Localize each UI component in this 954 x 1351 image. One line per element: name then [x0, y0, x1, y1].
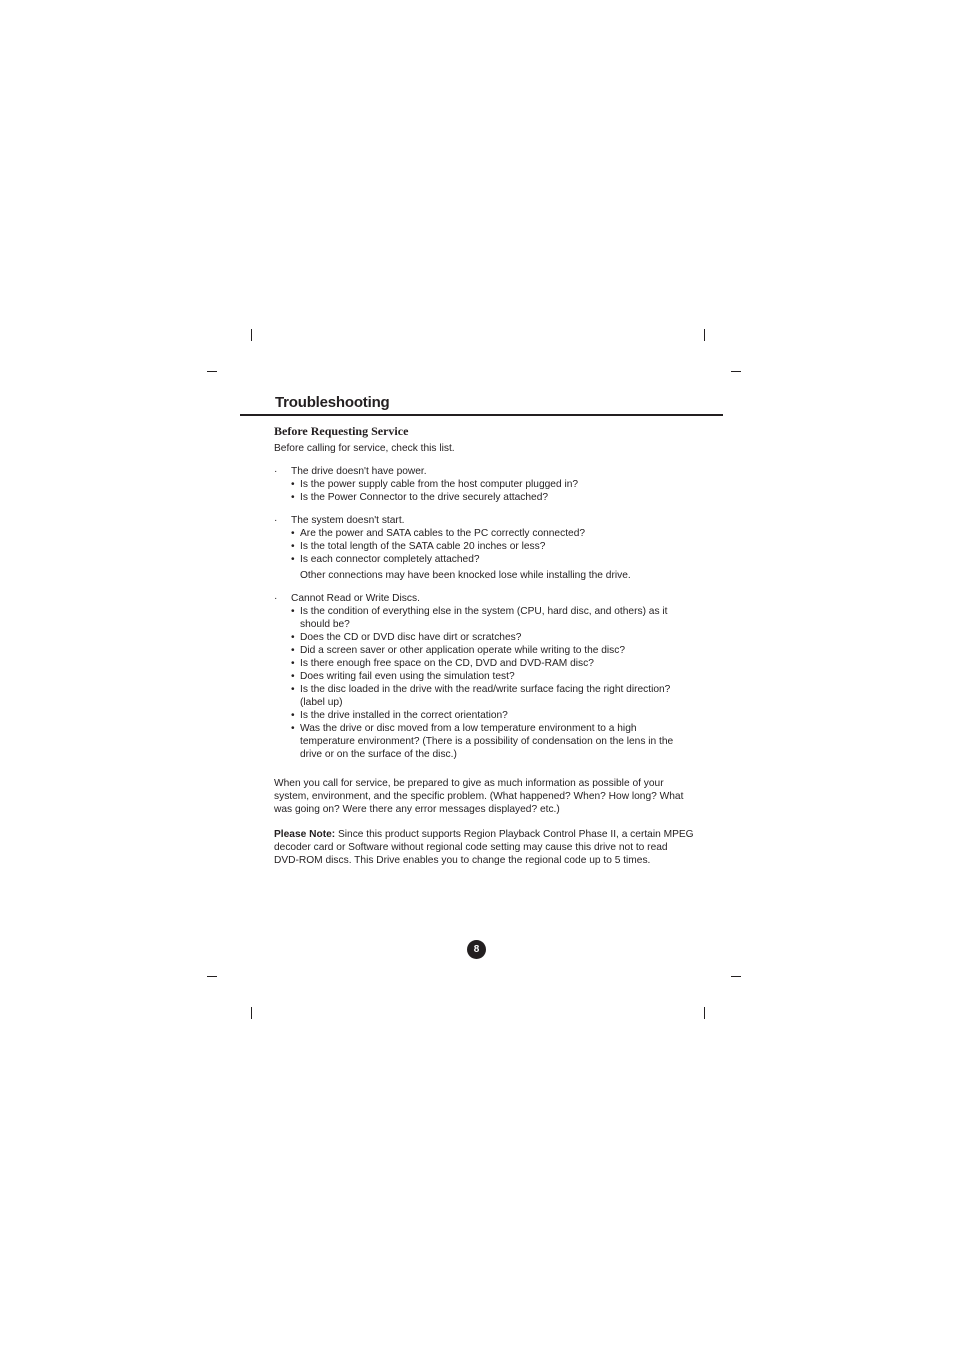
- list-item-text: Are the power and SATA cables to the PC correctly connected?: [300, 528, 586, 539]
- group-note: Other connections may have been knocked lose while installing the drive.: [300, 570, 631, 581]
- bullet-icon: •: [291, 554, 295, 565]
- crop-mark-bottom-right-h: [731, 976, 741, 977]
- list-item: [291, 670, 694, 683]
- group-items: [274, 527, 694, 566]
- page-title: Troubleshooting: [275, 394, 390, 411]
- list-item: [291, 657, 694, 670]
- bullet-icon: •: [291, 723, 295, 734]
- list-item-text: Is the condition of everything else in the system (CPU, hard disc, and others) as it should be?: [300, 606, 668, 630]
- list-item-text: Is the drive installed in the correct orientation?: [300, 710, 508, 721]
- bullet-icon: •: [291, 658, 295, 669]
- bullet-icon: •: [291, 541, 295, 552]
- list-item: [291, 709, 694, 722]
- list-item: [291, 478, 694, 491]
- please-note-text: Since this product supports Region Playback Control Phase II, a certain MPEG decoder card or Software without regional code setting may cause this drive not to read DVD-ROM discs. This Drive enables you to change the regional code up to 5 times.: [274, 829, 694, 866]
- list-item: [291, 605, 694, 631]
- group-marker: ·: [274, 515, 278, 526]
- list-item-text: Is there enough free space on the CD, DVD and DVD-RAM disc?: [300, 658, 594, 669]
- group-marker: ·: [274, 466, 278, 477]
- page-number-badge: 8: [467, 940, 486, 959]
- group-heading: [274, 592, 694, 605]
- troubleshooting-list: [274, 465, 694, 761]
- list-item-text: Does the CD or DVD disc have dirt or scratches?: [300, 632, 522, 643]
- group-heading: [274, 465, 694, 478]
- list-item-text: Is the Power Connector to the drive securely attached?: [300, 492, 549, 503]
- service-paragraph: When you call for service, be prepared to give as much information as possible of your system, environment, and the specific problem. (What happened? When? How long? What was going on? Were there any error messages displayed? etc.): [274, 778, 684, 815]
- group-items: [274, 605, 694, 761]
- troubleshooting-group: [274, 465, 694, 504]
- list-item-text: Is each connector completely attached?: [300, 554, 480, 565]
- group-items: [274, 478, 694, 504]
- list-item-text: Is the disc loaded in the drive with the read/write surface facing the right direction? (label up): [300, 684, 671, 708]
- title-rule: [240, 414, 723, 416]
- list-item: [291, 683, 694, 709]
- bullet-icon: •: [291, 671, 295, 682]
- list-item-text: Was the drive or disc moved from a low temperature environment to a high temperature environment? (There is a possibility of condensation on the lens in the drive or on the surface of the disc.): [300, 723, 674, 760]
- bullet-icon: •: [291, 606, 295, 617]
- list-item: [291, 527, 694, 540]
- page-content: [274, 421, 694, 867]
- bullet-icon: •: [291, 710, 295, 721]
- section-intro: Before calling for service, check this list.: [274, 443, 455, 454]
- list-item: [291, 722, 694, 761]
- crop-mark-bottom-left-v: [251, 1007, 252, 1019]
- please-note-label: Please Note:: [274, 829, 336, 840]
- bullet-icon: •: [291, 528, 295, 539]
- list-item-text: Is the power supply cable from the host computer plugged in?: [300, 479, 579, 490]
- crop-mark-top-right-h: [731, 371, 741, 372]
- troubleshooting-group: [274, 592, 694, 761]
- crop-mark-top-left-v: [251, 329, 252, 341]
- list-item: [291, 540, 694, 553]
- group-heading-text: The drive doesn't have power.: [291, 466, 427, 477]
- list-item: [291, 631, 694, 644]
- bullet-icon: •: [291, 684, 295, 695]
- list-item-text: Is the total length of the SATA cable 20 inches or less?: [300, 541, 546, 552]
- group-marker: ·: [274, 593, 278, 604]
- crop-mark-bottom-left-h: [207, 976, 217, 977]
- group-heading: [274, 514, 694, 527]
- list-item-text: Does writing fail even using the simulation test?: [300, 671, 515, 682]
- list-item: [291, 491, 694, 504]
- bullet-icon: •: [291, 492, 295, 503]
- section-heading: Before Requesting Service: [274, 424, 409, 438]
- bullet-icon: •: [291, 479, 295, 490]
- crop-mark-bottom-right-v: [704, 1007, 705, 1019]
- group-heading-text: The system doesn't start.: [291, 515, 405, 526]
- troubleshooting-group: [274, 514, 694, 582]
- list-item-text: Did a screen saver or other application operate while writing to the disc?: [300, 645, 626, 656]
- group-heading-text: Cannot Read or Write Discs.: [291, 593, 420, 604]
- bullet-icon: •: [291, 632, 295, 643]
- bullet-icon: •: [291, 645, 295, 656]
- crop-mark-top-left-h: [207, 371, 217, 372]
- list-item: [291, 553, 694, 566]
- crop-mark-top-right-v: [704, 329, 705, 341]
- list-item: [291, 644, 694, 657]
- please-note-paragraph: [274, 828, 694, 867]
